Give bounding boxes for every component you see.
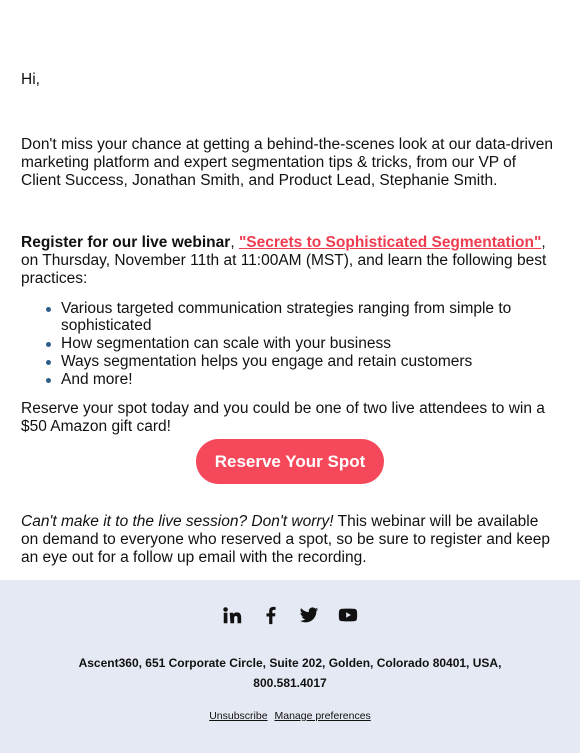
footer-links xyxy=(0,710,580,722)
youtube-icon[interactable] xyxy=(337,604,359,626)
list-item-text: Ways segmentation helps you engage and retain customers xyxy=(61,353,473,370)
phone-number: 800.581.4017 xyxy=(253,676,327,690)
social-links xyxy=(0,604,580,626)
cta-container xyxy=(0,439,580,484)
webinar-title-link[interactable]: "Secrets to Sophisticated Segmentation" xyxy=(238,234,542,251)
bullet-dot xyxy=(46,360,51,365)
list-item xyxy=(43,335,543,352)
manage-preferences-link[interactable]: Manage preferences xyxy=(274,710,371,722)
followup-paragraph xyxy=(21,513,551,567)
intro-paragraph: Don't miss your chance at getting a behind-the-scenes look at our data-driven marketing platform and expert segmentation tips & tricks, from our VP of Client Success, Jonathan Smith, and Product Lead, Stephanie Smith. xyxy=(21,136,553,189)
bullet-dot xyxy=(46,307,51,312)
twitter-icon[interactable] xyxy=(298,604,320,626)
register-details: , on Thursday, November 11th at 11:00AM (MST), and learn the following best practices: xyxy=(21,234,547,287)
bullet-dot xyxy=(46,342,51,347)
list-item-text: Various targeted communication strategies ranging from simple to sophisticated xyxy=(61,300,512,334)
list-item-text: How segmentation can scale with your business xyxy=(61,335,391,352)
followup-text: This webinar will be available on demand to everyone who reserved a spot, so be sure to register and keep an eye out for a follow up email with the recording. xyxy=(21,513,551,566)
facebook-icon[interactable] xyxy=(260,604,282,626)
company-address xyxy=(0,653,580,693)
address-line: Ascent360, 651 Corporate Circle, Suite 202, Golden, Colorado 80401, USA, xyxy=(78,656,502,670)
followup-italic: Can't make it to the live session? Don't worry! xyxy=(21,513,334,530)
bullet-dot xyxy=(46,378,51,383)
list-item xyxy=(43,300,543,334)
list-item xyxy=(43,371,543,388)
best-practices-list xyxy=(43,300,543,389)
linkedin-icon[interactable] xyxy=(221,604,243,626)
register-comma: , xyxy=(230,234,239,251)
list-item-text: And more! xyxy=(61,371,133,388)
list-item xyxy=(43,353,543,370)
reserve-your-spot-button[interactable]: Reserve Your Spot xyxy=(196,439,384,484)
unsubscribe-link[interactable]: Unsubscribe xyxy=(209,710,268,722)
register-lead: Register for our live webinar xyxy=(21,234,231,251)
reserve-paragraph: Reserve your spot today and you could be one of two live attendees to win a $50 Amazon gift card! xyxy=(21,400,545,435)
greeting: Hi, xyxy=(21,71,40,88)
register-paragraph xyxy=(21,234,561,288)
footer xyxy=(0,580,580,753)
